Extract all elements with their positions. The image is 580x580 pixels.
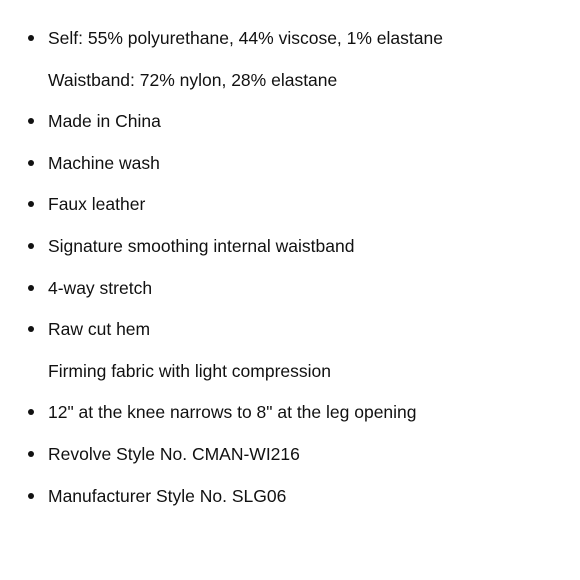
detail-text: Revolve Style No. CMAN-WI216 bbox=[48, 443, 300, 464]
detail-item-manufacturer-style bbox=[0, 484, 580, 526]
detail-item-waistband bbox=[0, 234, 580, 276]
detail-text: Machine wash bbox=[48, 152, 160, 173]
detail-item-measurements bbox=[0, 400, 580, 442]
detail-text: Self: 55% polyurethane, 44% viscose, 1% elastane bbox=[48, 28, 443, 48]
detail-text: Firming fabric with light compression bbox=[48, 360, 332, 381]
bullet-icon bbox=[28, 451, 34, 457]
detail-item-revolve-style bbox=[0, 442, 580, 484]
detail-text: Faux leather bbox=[48, 194, 146, 215]
detail-item-material bbox=[0, 192, 580, 234]
bullet-icon bbox=[28, 409, 34, 415]
detail-item-composition bbox=[0, 26, 580, 68]
bullet-icon bbox=[28, 35, 34, 41]
detail-item-hem bbox=[0, 317, 580, 359]
bullet-icon bbox=[28, 201, 34, 207]
detail-item-stretch bbox=[0, 276, 580, 318]
bullet-icon bbox=[28, 160, 34, 166]
detail-item-waistband-composition bbox=[0, 68, 580, 110]
detail-text: Signature smoothing internal waistband bbox=[48, 235, 355, 256]
bullet-icon bbox=[28, 285, 34, 291]
product-details-list bbox=[0, 26, 580, 525]
detail-item-fabric bbox=[0, 359, 580, 401]
detail-text: 12" at the knee narrows to 8" at the leg opening bbox=[48, 402, 417, 423]
detail-text: Waistband: 72% nylon, 28% elastane bbox=[48, 69, 338, 90]
detail-text: Manufacturer Style No. SLG06 bbox=[48, 485, 287, 506]
detail-item-origin bbox=[0, 109, 580, 151]
bullet-icon bbox=[28, 243, 34, 249]
bullet-icon bbox=[28, 118, 34, 124]
bullet-icon bbox=[28, 493, 34, 499]
detail-text: Raw cut hem bbox=[48, 319, 151, 340]
detail-text: Made in China bbox=[48, 111, 161, 132]
detail-text: 4-way stretch bbox=[48, 277, 153, 298]
bullet-icon bbox=[28, 326, 34, 332]
detail-item-care bbox=[0, 151, 580, 193]
